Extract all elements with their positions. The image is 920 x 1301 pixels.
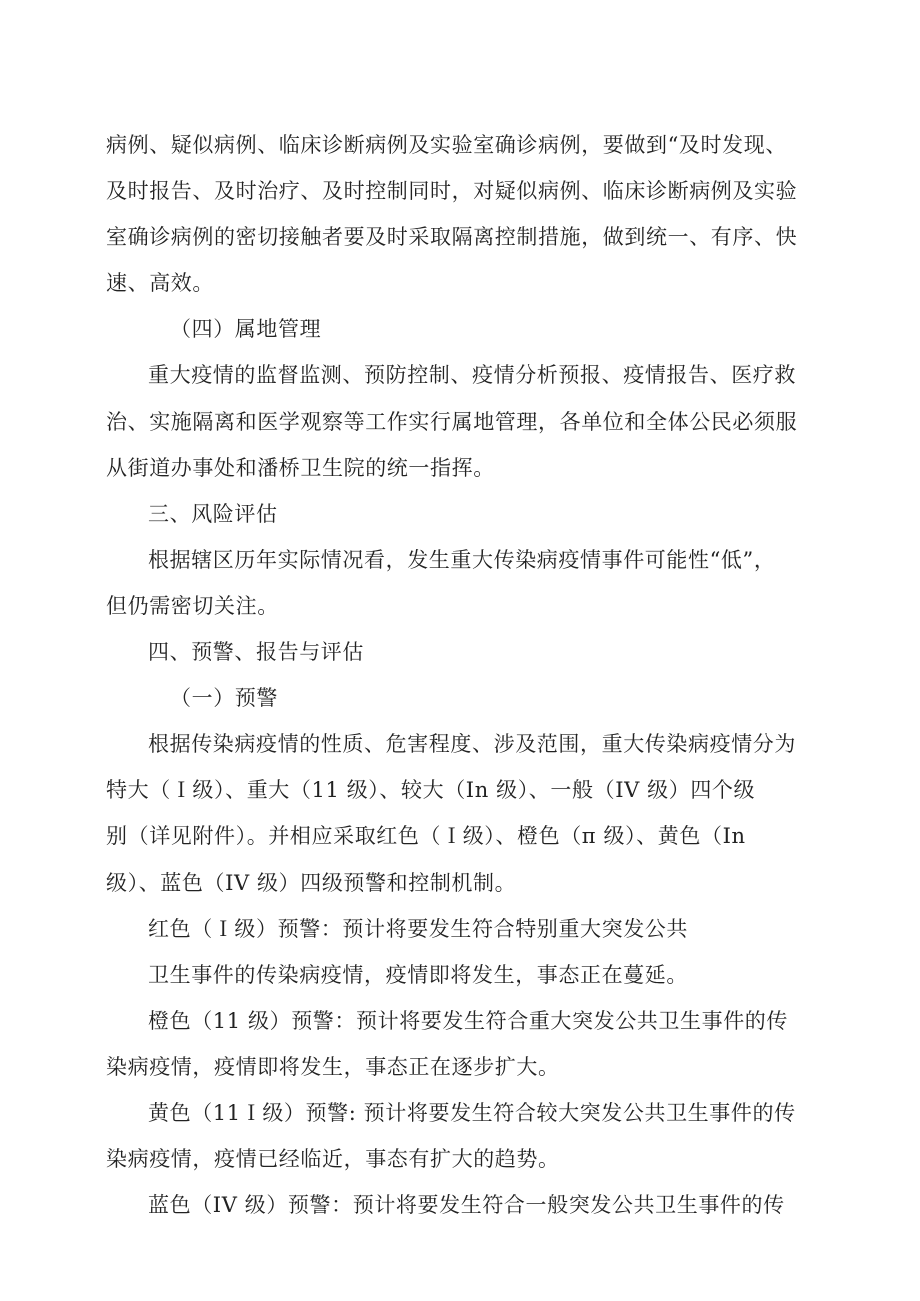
paragraph-territorial-management-cont	[106, 399, 848, 491]
text-line: 速、高效。	[106, 271, 214, 296]
text-line: 特大（Ｉ级）、重大（11 级）、较大（In 级）、一般（IV 级）四个级	[106, 778, 756, 803]
text-line: 治、实施隔离和医学观察等工作实行属地管理，各单位和全体公民必须服	[106, 409, 798, 434]
text-line: 染病疫情，疫情已经临近，事态有扩大的趋势。	[106, 1147, 560, 1172]
paragraph-yellow-warning	[106, 1090, 848, 1136]
paragraph-risk-assessment-cont	[106, 583, 848, 629]
text-line: 级）、蓝色（IV 级）四级预警和控制机制。	[106, 870, 517, 895]
paragraph-warning-levels	[106, 721, 848, 767]
text-line: 但仍需密切关注。	[106, 593, 279, 618]
paragraph-red-warning-cont: 卫生事件的传染病疫情，疫情即将发生，事态正在蔓延。	[148, 962, 688, 987]
paragraph-yellow-warning-cont	[106, 1136, 848, 1182]
text-line: 室确诊病例的密切接触者要及时采取隔离控制措施，做到统一、有序、快	[106, 225, 798, 250]
text-line: 根据辖区历年实际情况看，发生重大传染病疫情事件可能性“低”，	[148, 547, 776, 572]
paragraph-territorial-management	[106, 352, 848, 398]
text-line: 染病疫情，疫情即将发生，事态正在逐步扩大。	[106, 1054, 560, 1079]
text-line: 橙色（11 级）预警：预计将要发生符合重大突发公共卫生事件的传	[148, 1008, 788, 1033]
heading-risk-assessment: 三、风险评估	[148, 501, 278, 526]
text-line: 别（详见附件）。并相应采取红色（Ｉ级）、橙色（π 级）、黄色（In	[106, 824, 746, 849]
heading-warning-report-assessment: 四、预警、报告与评估	[148, 640, 364, 665]
paragraph-risk-assessment	[106, 537, 848, 583]
text-line: 病例、疑似病例、临床诊断病例及实验室确诊病例，要做到“及时发现、	[106, 133, 787, 157]
paragraph-orange-warning-cont	[106, 1044, 848, 1090]
heading-warning: （一）预警	[170, 686, 278, 711]
text-line: 根据传染病疫情的性质、危害程度、涉及范围，重大传染病疫情分为	[148, 732, 796, 757]
text-line: 从街道办事处和潘桥卫生院的统一指挥。	[106, 455, 495, 480]
paragraph-blue-warning	[106, 1182, 848, 1228]
text-line: 蓝色（IV 级）预警：预计将要发生符合一般突发公共卫生事件的传	[148, 1193, 785, 1218]
text-line: 重大疫情的监督监测、预防控制、疫情分析预报、疫情报告、医疗救	[148, 363, 796, 388]
paragraph-red-warning: 红色（Ｉ级）预警：预计将要发生符合特别重大突发公共	[148, 916, 688, 941]
heading-territorial-management: （四）属地管理	[170, 317, 322, 342]
document-body	[106, 122, 848, 1228]
paragraph-warning-levels-cont	[106, 767, 848, 905]
text-line: 黄色（11Ｉ级）预警: 预计将要发生符合较大突发公共卫生事件的传	[148, 1100, 796, 1125]
paragraph-orange-warning	[106, 998, 848, 1044]
text-line: 及时报告、及时治疗、及时控制同时，对疑似病例、临床诊断病例及实验	[106, 179, 798, 204]
paragraph-case-handling	[106, 122, 848, 306]
